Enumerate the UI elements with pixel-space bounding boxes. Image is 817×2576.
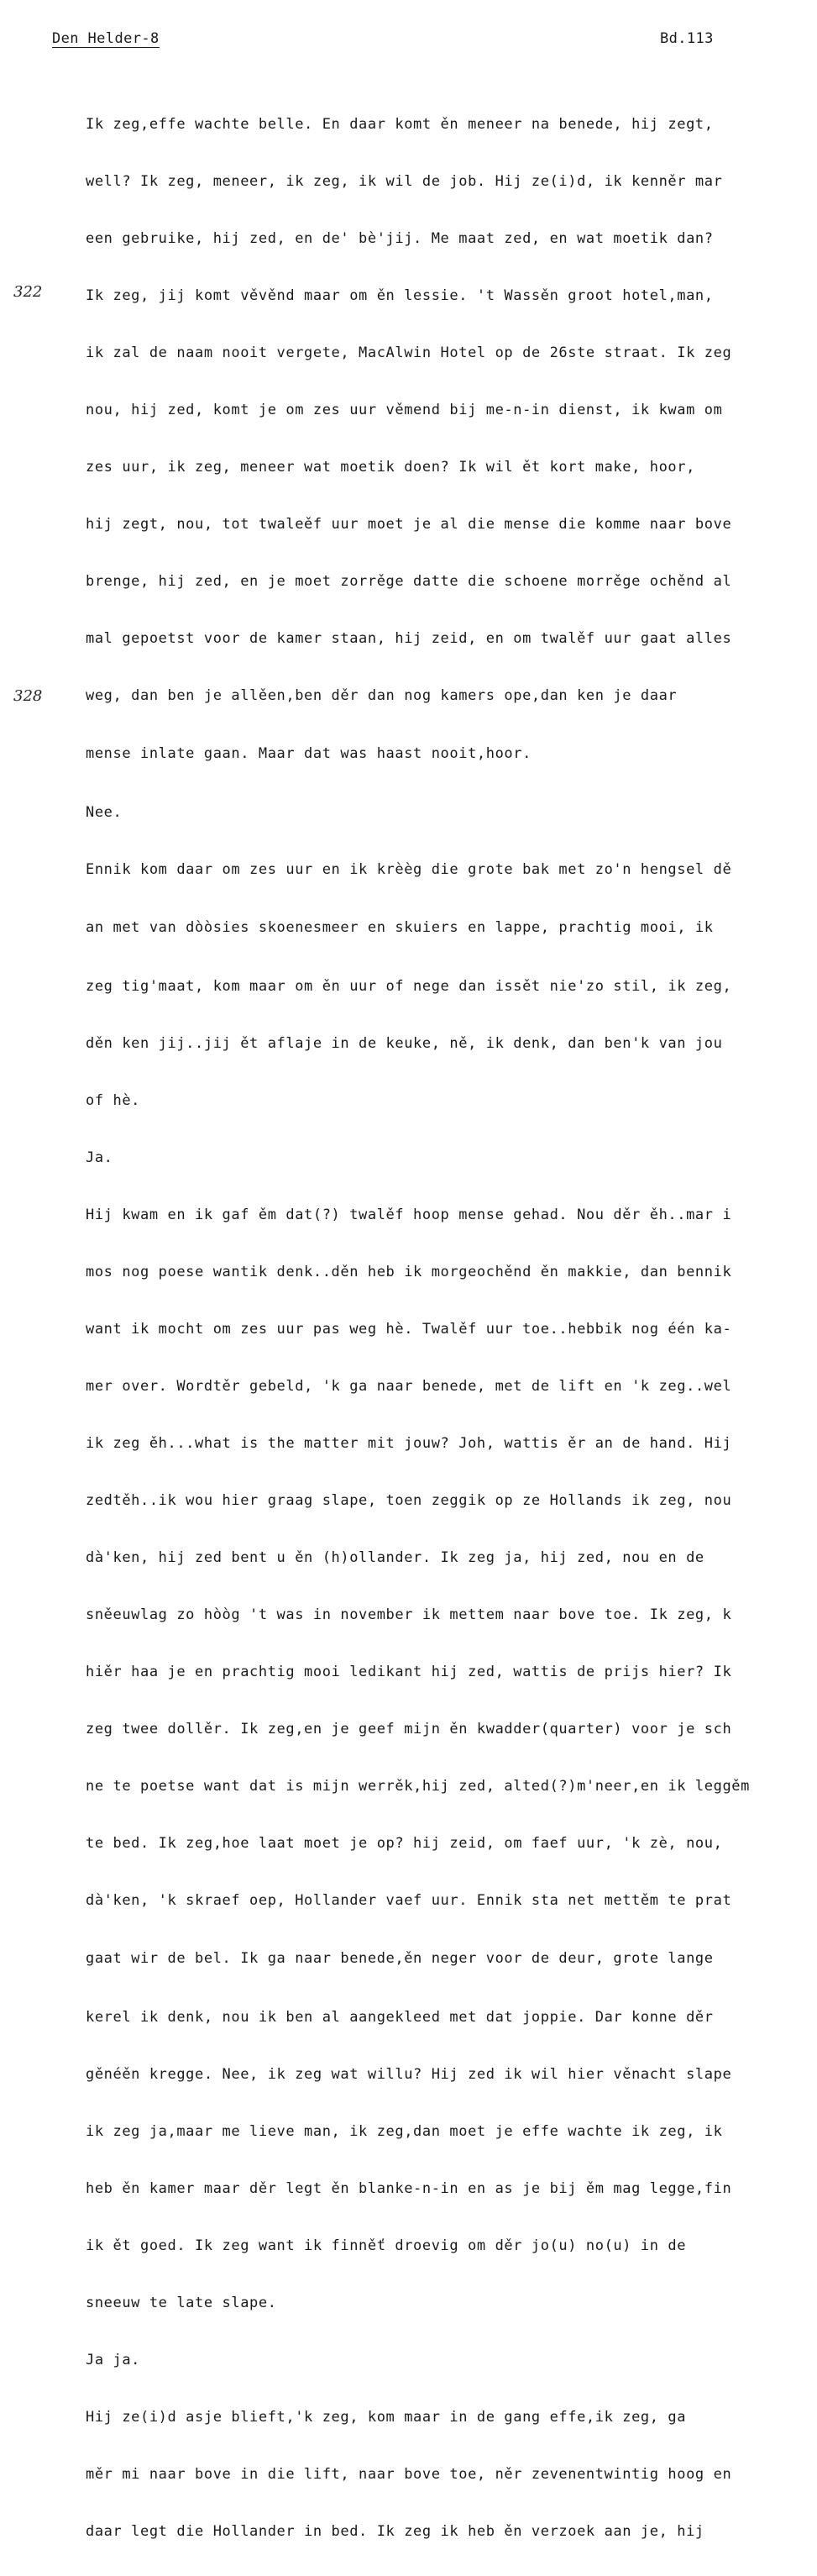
- text-line: Hij kwam en ik gaf ěm dat(?) twalěf hoop mense gehad. Nou děr ěh..mar i: [86, 1207, 732, 1223]
- text-line: of hè.: [86, 1092, 141, 1109]
- text-line: gaat wir de bel. Ik ga naar benede,ěn neger voor de deur, grote lange: [86, 1950, 714, 1967]
- text-line: ik zeg ěh...what is the matter mit jouw? Joh, wattis ěr an de hand. Hij: [86, 1435, 732, 1452]
- text-line: ik zal de naam nooit vergete, MacAlwin Hotel op de 26ste straat. Ik zeg: [86, 344, 732, 361]
- text-line: Ennik kom daar om zes uur en ik krèèg die grote bak met zo'n hengsel dě: [86, 861, 732, 878]
- text-line: ne te poetse want dat is mijn werrěk,hij zed, alted(?)m'neer,en ik leggěm: [86, 1778, 750, 1795]
- text-line: daar legt die Hollander in bed. Ik zeg ik heb ěn verzoek aan je, hij: [86, 2523, 704, 2540]
- text-line: dà'ken, 'k skraef oep, Hollander vaef uur. Ennik sta net mettěm te prat: [86, 1892, 732, 1909]
- page-header-location: Den Helder-8: [52, 30, 160, 47]
- text-line: zedtěh..ik wou hier graag slape, toen zeggik op ze Hollands ik zeg, nou: [86, 1492, 732, 1509]
- text-line: Ik zeg, jij komt věvěnd maar om ěn lessie. 't Wassěn groot hotel,man,: [86, 287, 714, 304]
- text-line: mos nog poese wantik denk..děn heb ik morgeochěnd ěn makkie, dan bennik: [86, 1264, 732, 1280]
- text-line: Ja ja.: [86, 2352, 141, 2368]
- text-line: Ja.: [86, 1149, 113, 1166]
- text-line: brenge, hij zed, en je moet zorrěge datte die schoene morrěge ochěnd al: [86, 573, 732, 590]
- transcript-body: [86, 80, 817, 2576]
- text-line: hij zegt, nou, tot twaleěf uur moet je al die mense die komme naar bove: [86, 516, 732, 533]
- text-line: mal gepoetst voor de kamer staan, hij zeid, en om twalěf uur gaat alles: [86, 630, 732, 647]
- text-line: dà'ken, hij zed bent u ěn (h)ollander. Ik zeg ja, hij zed, nou en de: [86, 1549, 704, 1566]
- margin-note-328: 328: [13, 687, 43, 705]
- text-line: well? Ik zeg, meneer, ik zeg, ik wil de job. Hij ze(i)d, ik kenněr mar: [86, 173, 723, 190]
- text-line: nou, hij zed, komt je om zes uur věmend bij me-n-in dienst, ik kwam om: [86, 402, 723, 418]
- text-line: zeg twee dollěr. Ik zeg,en je geef mijn ěn kwadder(quarter) voor je sch: [86, 1721, 732, 1737]
- text-line: mense inlate gaan. Maar dat was haast nooit,hoor.: [86, 745, 532, 762]
- margin-note-322: 322: [13, 283, 43, 301]
- text-line: sněeuwlag zo hòòg 't was in november ik mettem naar bove toe. Ik zeg, k: [86, 1606, 732, 1623]
- page-header-volume: Bd.113: [660, 30, 714, 47]
- text-line: kerel ik denk, nou ik ben al aangekleed met dat joppie. Dar konne děr: [86, 2009, 714, 2026]
- text-line: děn ken jij..jij ět aflaje in de keuke, ně, ik denk, dan ben'k van jou: [86, 1035, 723, 1052]
- text-line: ik ět goed. Ik zeg want ik finněť droevig om děr jo(u) no(u) in de: [86, 2237, 687, 2254]
- text-line: Nee.: [86, 804, 123, 821]
- text-line: Ik zeg,effe wachte belle. En daar komt ěn meneer na benede, hij zegt,: [86, 116, 714, 133]
- text-line: gěnéěn kregge. Nee, ik zeg wat willu? Hij zed ik wil hier věnacht slape: [86, 2066, 732, 2083]
- text-line: hiěr haa je en prachtig mooi ledikant hij zed, wattis de prijs hier? Ik: [86, 1664, 732, 1680]
- text-line: een gebruike, hij zed, en de' bè'jij. Me maat zed, en wat moetik dan?: [86, 230, 714, 247]
- text-line: weg, dan ben je allěen,ben děr dan nog kamers ope,dan ken je daar: [86, 687, 678, 704]
- text-line: an met van dòòsies skoenesmeer en skuiers en lappe, prachtig mooi, ik: [86, 919, 714, 936]
- text-line: zeg tig'maat, kom maar om ěn uur of nege dan issět nie'zo stil, ik zeg,: [86, 978, 732, 995]
- text-line: mer over. Wordtěr gebeld, 'k ga naar benede, met de lift en 'k zeg..wel: [86, 1378, 732, 1395]
- text-line: měr mi naar bove in die lift, naar bove toe, něr zevenentwintig hoog en: [86, 2466, 732, 2483]
- text-line: sneeuw te late slape.: [86, 2295, 277, 2311]
- text-line: zes uur, ik zeg, meneer wat moetik doen? Ik wil ět kort make, hoor,: [86, 459, 695, 476]
- text-line: want ik mocht om zes uur pas weg hè. Twalěf uur toe..hebbik nog één ka-: [86, 1321, 732, 1338]
- text-line: Hij ze(i)d asje blieft,'k zeg, kom maar in de gang effe,ik zeg, ga: [86, 2409, 687, 2426]
- text-line: ik zeg ja,maar me lieve man, ik zeg,dan moet je effe wachte ik zeg, ik: [86, 2123, 723, 2140]
- text-line: te bed. Ik zeg,hoe laat moet je op? hij zeid, om faef uur, 'k zè, nou,: [86, 1835, 723, 1852]
- text-line: heb ěn kamer maar děr legt ěn blanke-n-in en as je bij ěm mag legge,fin: [86, 2180, 732, 2197]
